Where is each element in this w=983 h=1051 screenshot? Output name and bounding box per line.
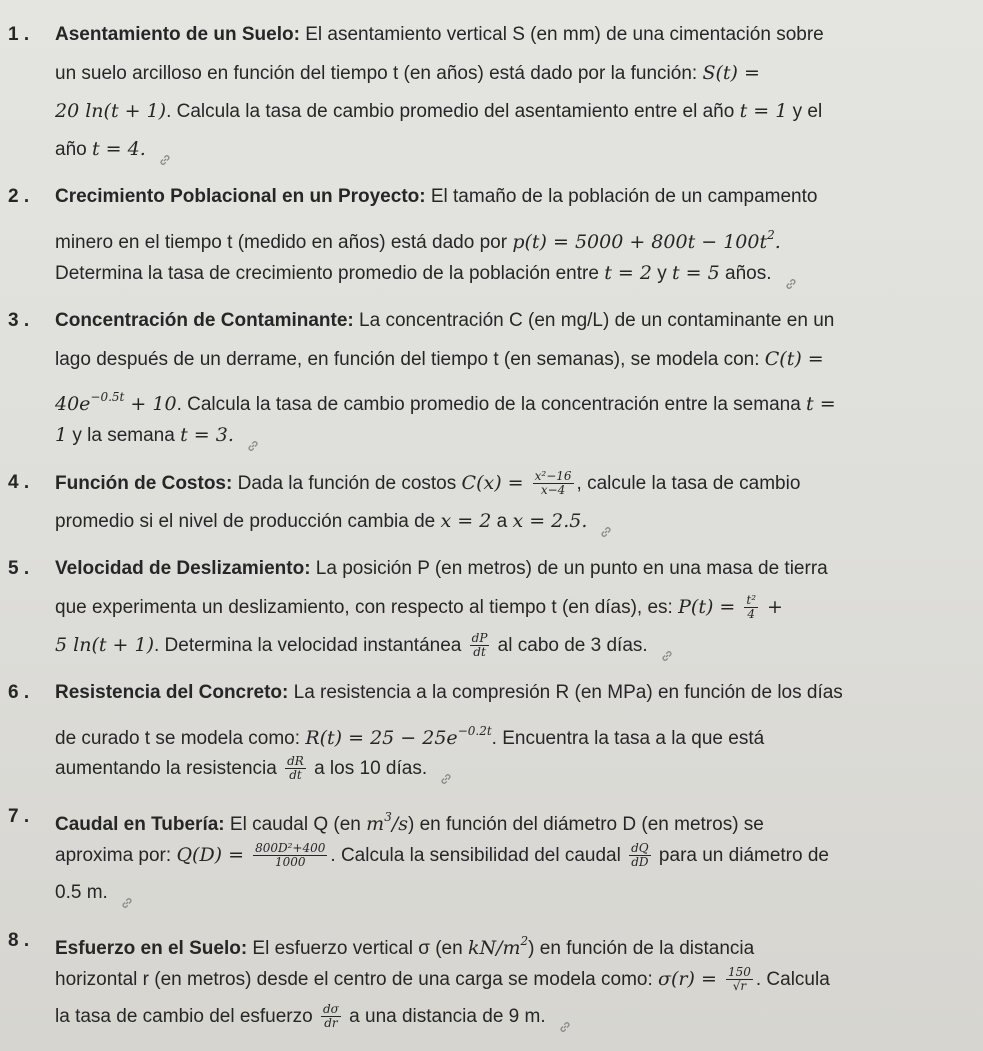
problem-title: Esfuerzo en el Suelo: xyxy=(55,938,248,959)
body-text: horizontal r (en metros) desde el centro de una carga se modela como: xyxy=(55,969,659,990)
text-line xyxy=(8,302,973,340)
link-icon[interactable] xyxy=(158,143,172,157)
body-text: El esfuerzo vertical σ (en xyxy=(247,938,468,959)
text-line xyxy=(8,16,973,54)
problem-number: 1 . xyxy=(8,24,30,45)
problem-8 xyxy=(8,922,973,1036)
problem-title: Velocidad de Deslizamiento: xyxy=(55,558,311,579)
fraction-numerator: x²−16 xyxy=(534,469,572,484)
body-text: La concentración C (en mg/L) de un contaminante en un xyxy=(353,310,835,331)
fraction-denominator: dr xyxy=(324,1016,338,1031)
body-text: Determina la tasa de crecimiento promedio de la población entre xyxy=(55,263,605,284)
text-line xyxy=(8,998,973,1036)
math-expression: p(t) = 5000 + 800t − 100t xyxy=(512,231,768,253)
fraction-numerator: dP xyxy=(471,631,488,646)
math-expression: t = 2 xyxy=(604,262,652,284)
math-expression: kN/m xyxy=(467,937,521,959)
math-expression: + 10 xyxy=(124,393,177,415)
text-line xyxy=(8,464,973,502)
link-icon[interactable] xyxy=(439,762,453,776)
math-expression: /s xyxy=(391,813,408,835)
link-icon[interactable] xyxy=(599,515,613,529)
math-expression: m xyxy=(366,813,385,835)
math-fraction xyxy=(744,594,758,621)
text-line xyxy=(8,626,973,664)
text-line xyxy=(8,836,973,874)
text-line xyxy=(8,54,973,92)
fraction-numerator: 150 xyxy=(727,965,751,980)
math-expression: P(t) = xyxy=(678,596,742,618)
body-text: a una distancia de 9 m. xyxy=(343,1006,546,1027)
body-text: y la semana xyxy=(67,425,181,446)
math-superscript: 3 xyxy=(384,810,392,824)
text-line xyxy=(8,674,973,712)
math-expression: 1 xyxy=(55,424,68,446)
text-line xyxy=(8,712,973,750)
problem-number: 2 . xyxy=(8,186,30,207)
text-line xyxy=(8,340,973,378)
problem-6 xyxy=(8,674,973,788)
body-text: a xyxy=(491,511,513,532)
problem-title: Concentración de Contaminante: xyxy=(55,310,354,331)
body-text: un suelo arcilloso en función del tiempo t (en años) está dado por la función: xyxy=(55,63,703,84)
problem-number: 5 . xyxy=(8,558,30,579)
text-line xyxy=(8,92,973,130)
body-text: y xyxy=(651,263,672,284)
text-line xyxy=(8,378,973,416)
text-line xyxy=(8,874,973,912)
problem-7 xyxy=(8,798,973,912)
body-text: 0.5 m. xyxy=(55,882,108,903)
body-text: año xyxy=(55,139,92,160)
problem-2 xyxy=(8,178,973,292)
body-text: aumentando la resistencia xyxy=(55,758,283,779)
text-line xyxy=(8,130,973,168)
math-expression: C(t) = xyxy=(764,348,824,370)
math-expression: + xyxy=(761,596,783,618)
math-fraction xyxy=(285,755,306,782)
problem-title: Crecimiento Poblacional en un Proyecto: xyxy=(55,186,426,207)
body-text: . Calcula xyxy=(755,969,830,990)
body-text: El caudal Q (en xyxy=(224,814,367,835)
body-text: ) en función del diámetro D (en metros) se xyxy=(407,814,764,835)
body-text: . Determina la velocidad instantánea xyxy=(154,635,467,656)
math-expression: t = 1 xyxy=(739,100,788,122)
math-superscript: 2 xyxy=(520,934,529,948)
body-text: lago después de un derrame, en función del tiempo t (en semanas), se modela con: xyxy=(55,349,765,370)
body-text: ) en función de la distancia xyxy=(528,938,755,959)
math-expression: 20 ln(t + 1) xyxy=(55,100,167,122)
text-line xyxy=(8,416,973,454)
body-text: El tamaño de la población de un campamento xyxy=(425,186,818,207)
problem-number: 8 . xyxy=(8,930,30,951)
text-line xyxy=(8,588,973,626)
link-icon[interactable] xyxy=(660,639,674,653)
body-text: promedio si el nivel de producción cambia de xyxy=(55,511,441,532)
body-text: La posición P (en metros) de un punto en una masa de tierra xyxy=(310,558,828,579)
math-fraction xyxy=(533,470,574,497)
math-expression: t = 3. xyxy=(180,424,234,446)
body-text: , calcule la tasa de cambio xyxy=(576,473,801,494)
problem-number: 6 . xyxy=(8,682,30,703)
math-superscript: −0.2t xyxy=(457,724,492,738)
math-fraction xyxy=(726,966,753,993)
fraction-numerator: dσ xyxy=(323,1002,339,1017)
body-text: . Calcula la tasa de cambio promedio del asentamiento entre el año xyxy=(166,101,740,122)
math-expression: t = xyxy=(806,393,836,415)
problem-title: Función de Costos: xyxy=(55,473,233,494)
fraction-numerator: dQ xyxy=(631,841,649,856)
fraction-denominator: dt xyxy=(289,768,302,783)
fraction-denominator: √r xyxy=(732,979,747,994)
fraction-numerator: t² xyxy=(746,593,757,608)
fraction-numerator: dR xyxy=(287,754,304,769)
math-fraction xyxy=(629,842,651,869)
math-expression: t = 4. xyxy=(91,138,146,160)
math-expression: x = 2 xyxy=(440,510,492,532)
problem-number: 7 . xyxy=(8,806,30,827)
problem-number: 3 . xyxy=(8,310,30,331)
fraction-denominator: 4 xyxy=(747,607,756,622)
math-expression: R(t) = 25 − 25e xyxy=(305,727,458,749)
text-line xyxy=(8,550,973,588)
link-icon[interactable] xyxy=(558,1010,572,1024)
fraction-denominator: dD xyxy=(631,855,649,870)
body-text: minero en el tiempo t (medido en años) está dado por xyxy=(55,232,513,253)
body-text: de curado t se modela como: xyxy=(55,728,306,749)
body-text: aproxima por: xyxy=(55,845,177,866)
math-expression: x = 2.5. xyxy=(512,510,588,532)
problem-title: Asentamiento de un Suelo: xyxy=(55,24,300,45)
text-line xyxy=(8,254,973,292)
problem-5 xyxy=(8,550,973,664)
math-expression: Q(D) = xyxy=(176,844,251,866)
link-icon[interactable] xyxy=(246,429,260,443)
fraction-denominator: 1000 xyxy=(274,855,306,870)
body-text: Dada la función de costos xyxy=(232,473,462,494)
problem-title: Resistencia del Concreto: xyxy=(55,682,289,703)
body-text: para un diámetro de xyxy=(653,845,829,866)
math-expression: σ(r) = xyxy=(658,968,723,990)
math-superscript: −0.5t xyxy=(90,390,125,404)
fraction-denominator: dt xyxy=(473,645,486,660)
body-text: a los 10 días. xyxy=(308,758,428,779)
text-line xyxy=(8,960,973,998)
math-expression: C(x) = xyxy=(461,472,530,494)
body-text: El asentamiento vertical S (en mm) de una cimentación sobre xyxy=(299,24,824,45)
problem-3 xyxy=(8,302,973,454)
math-expression: . xyxy=(774,231,781,253)
math-expression: 5 ln(t + 1) xyxy=(55,634,154,656)
problem-1 xyxy=(8,16,973,168)
body-text: . Encuentra la tasa a la que está xyxy=(491,728,765,749)
fraction-denominator: x−4 xyxy=(540,483,566,498)
problem-title: Caudal en Tubería: xyxy=(55,814,225,835)
body-text: La resistencia a la compresión R (en MPa) en función de los días xyxy=(288,682,843,703)
math-fraction xyxy=(321,1003,341,1030)
text-line xyxy=(8,216,973,254)
body-text: que experimenta un deslizamiento, con respecto al tiempo t (en días), es: xyxy=(55,597,679,618)
math-expression: S(t) = xyxy=(702,62,760,84)
math-fraction xyxy=(470,632,490,659)
math-expression: t = 5 xyxy=(672,262,720,284)
body-text: la tasa de cambio del esfuerzo xyxy=(55,1006,318,1027)
body-text: y el xyxy=(787,101,823,122)
body-text: al cabo de 3 días. xyxy=(492,635,648,656)
text-line xyxy=(8,798,973,836)
body-text: . Calcula la sensibilidad del caudal xyxy=(330,845,627,866)
problem-4 xyxy=(8,464,973,540)
fraction-numerator: 800D²+400 xyxy=(255,841,326,856)
text-line xyxy=(8,502,973,540)
math-fraction xyxy=(253,842,327,869)
text-line xyxy=(8,922,973,960)
body-text: . Calcula la tasa de cambio promedio de la concentración entre la semana xyxy=(176,394,807,415)
text-line xyxy=(8,750,973,788)
link-icon[interactable] xyxy=(784,267,798,281)
text-line xyxy=(8,178,973,216)
body-text: años. xyxy=(719,263,772,284)
problem-number: 4 . xyxy=(8,472,30,493)
math-expression: 40e xyxy=(55,393,91,415)
link-icon[interactable] xyxy=(120,886,134,900)
math-superscript: 2 xyxy=(767,228,775,242)
